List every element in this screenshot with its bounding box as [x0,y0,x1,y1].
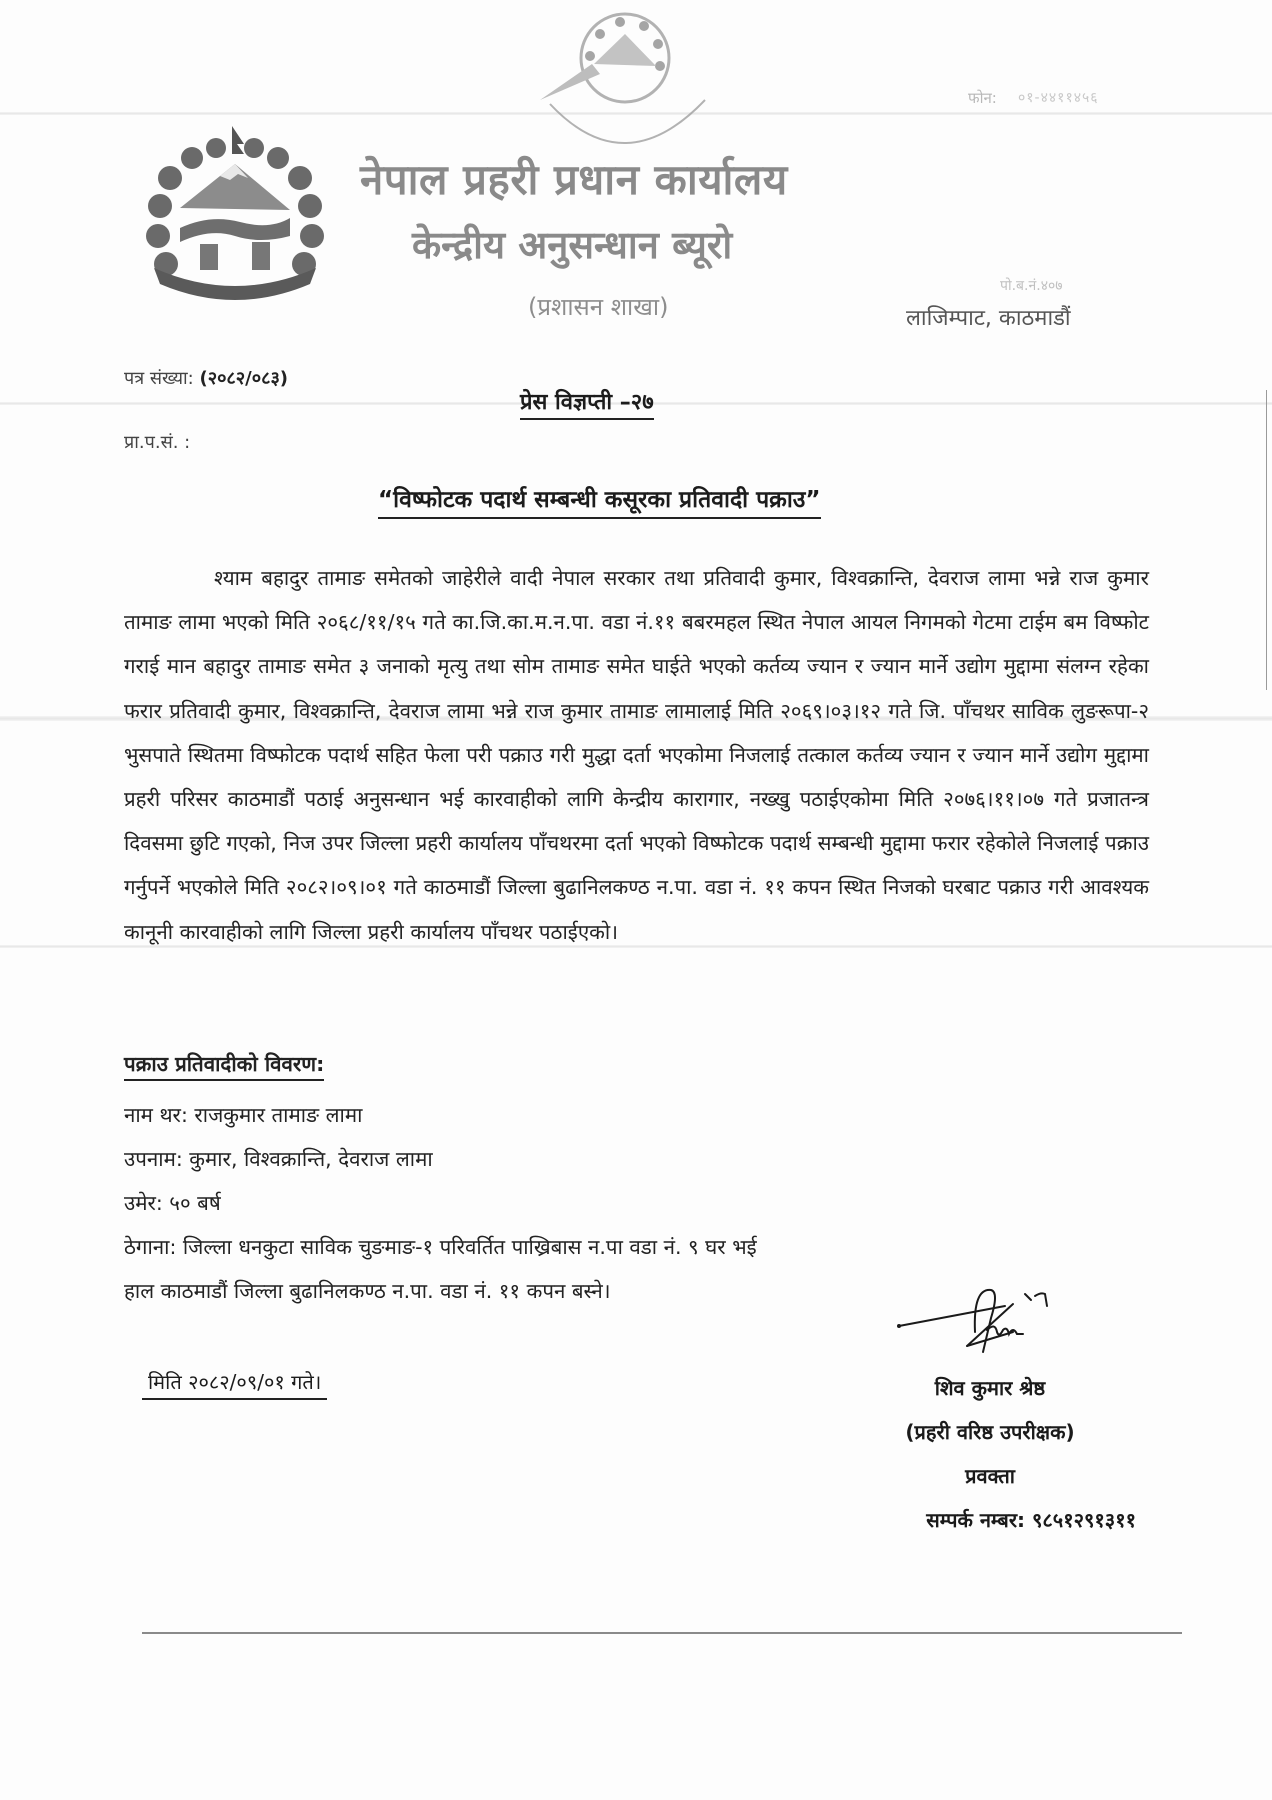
po-box: पो.ब.नं.४०७ [1000,278,1063,294]
branch-name: (प्रशासन शाखा) [528,293,669,321]
detail-address-line2: हाल काठमाडौं जिल्ला बुढानिलकण्ठ न.पा. वडा नं. ११ कपन बस्ने। [124,1279,611,1303]
office-location: लाजिम्पाट, काठमाडौं [906,306,1071,331]
detail-age: उमेर: ५० बर्ष [124,1191,221,1215]
signatory-role: प्रवक्ता [965,1464,1015,1488]
handwritten-signature [895,1282,1075,1362]
office-name: नेपाल प्रहरी प्रधान कार्यालय [360,155,788,204]
nepal-emblem-logo [140,118,330,308]
contact-number: सम्पर्क नम्बर: ९८५१२९१३११ [926,1508,1136,1532]
paper-edge [1266,390,1267,690]
letter-number [124,366,288,390]
phone-label: फोन: [968,89,997,107]
signatory-name: शिव कुमार श्रेष्ठ [934,1376,1046,1400]
headline: “विष्फोटक पदार्थ सम्बन्धी कसूरका प्रतिवादी पक्राउ” [378,482,821,519]
issue-date: मिति २०८२/०९/०१ गते। [142,1368,327,1400]
detail-address-line1: ठेगाना: जिल्ला धनकुटा साविक चुङमाङ-१ परिवर्तित पाख्रिबास न.पा वडा नं. ९ घर भई [124,1235,757,1259]
letter-number-value: (२०८२/०८३) [199,368,289,389]
bottom-divider [142,1632,1182,1634]
reference-label: प्रा.प.सं. : [124,432,191,453]
ministry-stamp-seal [520,4,730,174]
signatory-rank: (प्रहरी वरिष्ठ उपरीक्षक) [905,1420,1075,1444]
arrested-defendant-details [124,1042,757,1313]
letter-number-label: पत्र संख्या: [124,368,194,389]
press-release-title: प्रेस विज्ञप्ती –२७ [520,386,654,420]
phone-value: ०१-४४११४५६ [1018,90,1099,106]
body-paragraph: श्याम बहादुर तामाङ समेतको जाहेरीले वादी नेपाल सरकार तथा प्रतिवादी कुमार, विश्वक्रान्ति, देवराज लामा भन्ने राज कुमार तामाङ लामा भएको मिति २०६८/११/१५ गते का.जि.का.म.न.पा. वडा नं.११ बबरमहल स्थित नेपाल आयल निगमको गेटमा टाईम बम विष्फोट गराई मान बहादुर तामाङ समेत ३ जनाको मृत्यु तथा सोम तामाङ समेत घाईते भएको कर्तव्य ज्यान र ज्यान मार्ने उद्योग मुद्दामा संलग्न रहेका फरार प्रतिवादी कुमार, विश्वक्रान्ति, देवराज लामा भन्ने राज कुमार तामाङ लामालाई मिति २०६९।०३।१२ गते जि. पाँचथर साविक लुङरूपा-२ भुसपाते स्थितमा विष्फोटक पदार्थ सहित फेला परी पक्राउ गरी मुद्धा दर्ता भएकोमा निजलाई तत्काल कर्तव्य ज्यान र ज्यान मार्ने उद्योग मुद्दामा प्रहरी परिसर काठमाडौं पठाई अनुसन्धान भई कारवाहीको लागि केन्द्रीय कारागार, नख्खु पठाईएकोमा मिति २०७६।११।०७ गते प्रजातन्त्र दिवसमा छुटि गएको, निज उपर जिल्ला प्रहरी कार्यालय पाँचथरमा दर्ता भएको विष्फोटक पदार्थ सम्बन्धी मुद्दामा फरार रहेकोले निजलाई पक्राउ गर्नुपर्ने भएकोले मिति २०८२।०९।०१ गते काठमाडौं जिल्ला बुढानिलकण्ठ न.पा. वडा नं. ११ कपन स्थित निजको घरबाट पक्राउ गरी आवश्यक कानूनी कारवाहीको लागि जिल्ला प्रहरी कार्यालय पाँचथर पठाईएको। [124,566,1149,944]
detail-name: नाम थर: राजकुमार तामाङ लामा [124,1103,363,1127]
details-heading: पक्राउ प्रतिवादीको विवरण: [124,1049,324,1081]
bureau-name: केन्द्रीय अनुसन्धान ब्यूरो [412,223,733,267]
detail-alias: उपनाम: कुमार, विश्वक्रान्ति, देवराज लामा [124,1147,433,1171]
signatory-block [820,1366,1160,1542]
